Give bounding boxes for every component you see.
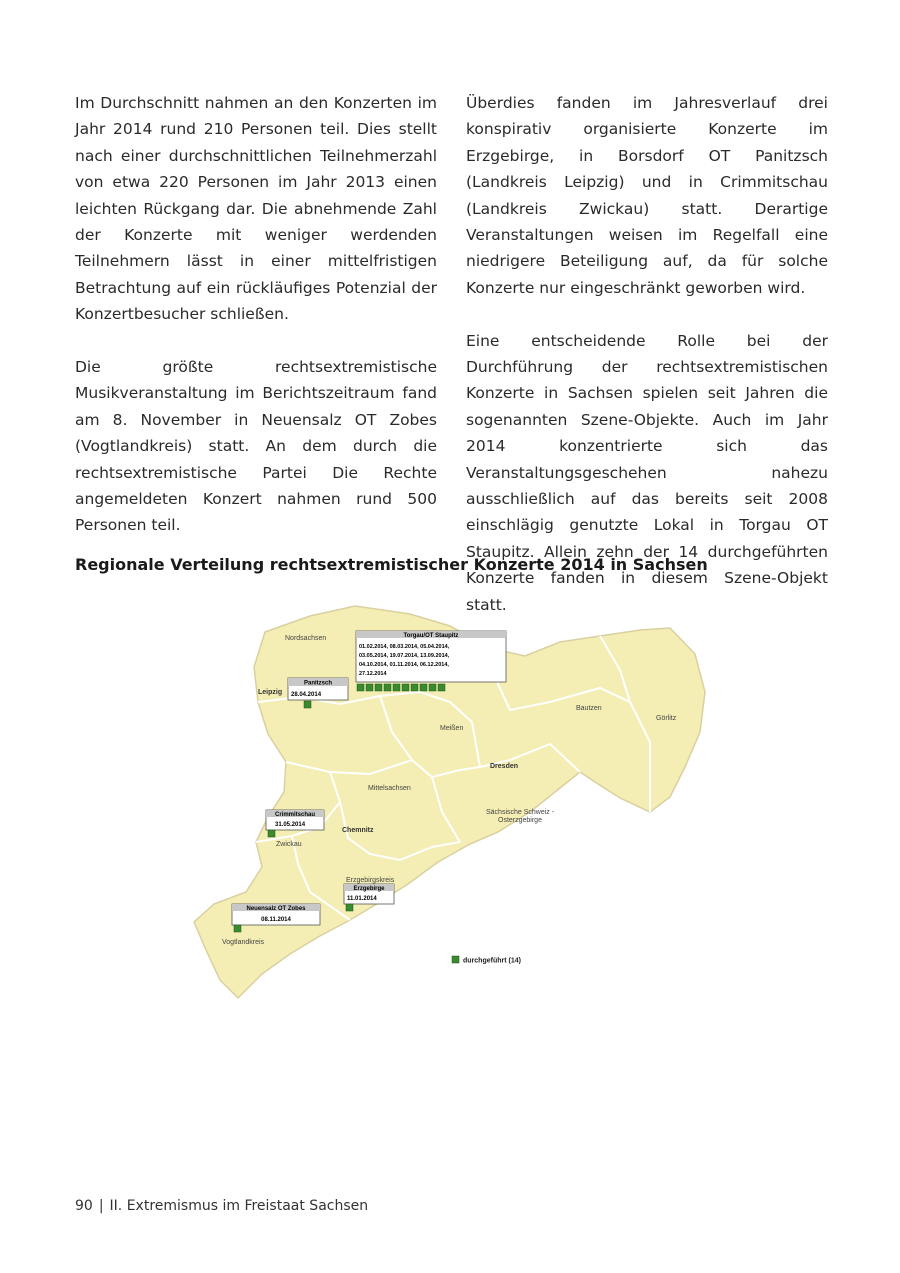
- region-label-chemnitz: Chemnitz: [342, 827, 374, 834]
- marker-torgau: [402, 684, 409, 691]
- marker-erzgebirge: [346, 904, 353, 911]
- panitzsch-place: Panitzsch: [303, 680, 333, 687]
- marker-torgau: [411, 684, 418, 691]
- region-label-bautzen: Bautzen: [576, 705, 602, 712]
- region-label-saechsische-schweiz: Sächsische Schweiz -: [486, 809, 555, 816]
- footer-separator: |: [98, 1198, 104, 1214]
- left-paragraph-2: Die größte rechtsextremistische Musikveranstaltung im Berichtszeitraum fand am 8. November in Neuensalz OT Zobes (Vogtlandkreis) statt. An dem durch die rechtsextremistische Partei Die Rechte angemeldeten Konzert nahmen rund 500 Personen teil.: [75, 358, 437, 535]
- panitzsch-date: 28.04.2014: [291, 692, 322, 698]
- region-label-mittelsachsen: Mittelsachsen: [368, 785, 411, 792]
- region-label-meissen: Meißen: [440, 725, 464, 732]
- right-paragraph-2: Eine entscheidende Rolle bei der Durchführung der rechtsextremistischen Konzerte in Sachsen spielen seit Jahren die sogenannten Szene-Objekte. Auch im Jahr 2014 konzentrierte sich das Veranstaltungsgeschehen nahezu ausschließlich auf das bereits seit 2008 einschlägig genutzte Lokal in Torgau OT Staupitz. Allein zehn der 14 durchgeführten Konzerte fanden in diesem Szene-Objekt statt.: [466, 331, 828, 614]
- region-label-osterzgebirge: Osterzgebirge: [498, 817, 542, 824]
- region-label-dresden: Dresden: [490, 763, 519, 770]
- marker-torgau: [366, 684, 373, 691]
- map-legend: [452, 956, 521, 965]
- marker-torgau: [375, 684, 382, 691]
- footer-section: II. Extremismus im Freistaat Sachsen: [109, 1198, 369, 1214]
- region-label-goerlitz: Görlitz: [656, 715, 677, 722]
- crimmitschau-date: 31.05.2014: [275, 822, 306, 828]
- marker-panitzsch: [304, 701, 311, 708]
- crimmitschau-place: Crimmitschau: [274, 812, 316, 818]
- figure-title: Regionale Verteilung rechtsextremistischer Konzerte 2014 in Sachsen: [75, 555, 708, 574]
- region-label-vogtlandkreis: Vogtlandkreis: [222, 939, 265, 946]
- erzgebirge-place: Erzgebirge: [353, 886, 385, 892]
- marker-torgau: [357, 684, 364, 691]
- callout-torgau: [356, 631, 506, 691]
- neuensalz-date: 08.11.2014: [261, 917, 291, 923]
- right-paragraph-1: Überdies fanden im Jahresverlauf drei konspirativ organisierte Konzerte im Erzgebirge, in Borsdorf OT Panitzsch (Landkreis Leipzig) und in Crimmitschau (Landkreis Zwickau) statt. Derartige Veranstaltungen weisen im Regelfall eine niedrigere Beteiligung auf, da für solche Konzerte nur eingeschränkt geworben wird.: [466, 94, 828, 297]
- torgau-dates-2: 03.05.2014, 19.07.2014, 13.09.2014,: [359, 653, 450, 659]
- neuensalz-place: Neuensalz OT Zobes: [246, 906, 306, 912]
- marker-torgau: [438, 684, 445, 691]
- torgau-dates-4: 27.12.2014: [359, 671, 387, 677]
- region-label-leipzig: Leipzig: [258, 689, 283, 696]
- saxony-map: [180, 592, 720, 1012]
- page-footer: [75, 1198, 368, 1214]
- left-column: [75, 90, 437, 565]
- region-label-erzgebirgskreis: Erzgebirgskreis: [346, 877, 395, 884]
- marker-neuensalz: [234, 925, 241, 932]
- torgau-dates-3: 04.10.2014, 01.11.2014, 06.12.2014,: [359, 662, 449, 668]
- marker-torgau: [420, 684, 427, 691]
- marker-torgau: [429, 684, 436, 691]
- marker-crimmitschau: [268, 830, 275, 837]
- map-svg: [180, 592, 720, 1012]
- marker-torgau: [384, 684, 391, 691]
- region-label-nordsachsen: Nordsachsen: [285, 635, 327, 642]
- region-label-zwickau: Zwickau: [276, 841, 302, 848]
- erzgebirge-date: 11.01.2014: [347, 896, 377, 902]
- legend-label: durchgeführt (14): [463, 957, 521, 965]
- legend-marker-icon: [452, 956, 459, 963]
- marker-torgau: [393, 684, 400, 691]
- torgau-place: Torgau/OT Staupitz: [403, 633, 459, 639]
- left-paragraph-1: Im Durchschnitt nahmen an den Konzerten im Jahr 2014 rund 210 Personen teil. Dies stellt nach einer durchschnittlichen Teilnehmerzahl von etwa 220 Personen im Jahr 2013 einen leichten Rückgang dar. Die abnehmende Zahl der Konzerte mit weniger werdenden Teilnehmern lässt in einer mittelfristigen Betrachtung auf ein rückläufiges Potenzial der Konzertbesucher schließen.: [75, 94, 437, 324]
- page-number: 90: [75, 1198, 93, 1214]
- torgau-dates-1: 01.02.2014, 08.03.2014, 05.04.2014,: [359, 644, 450, 650]
